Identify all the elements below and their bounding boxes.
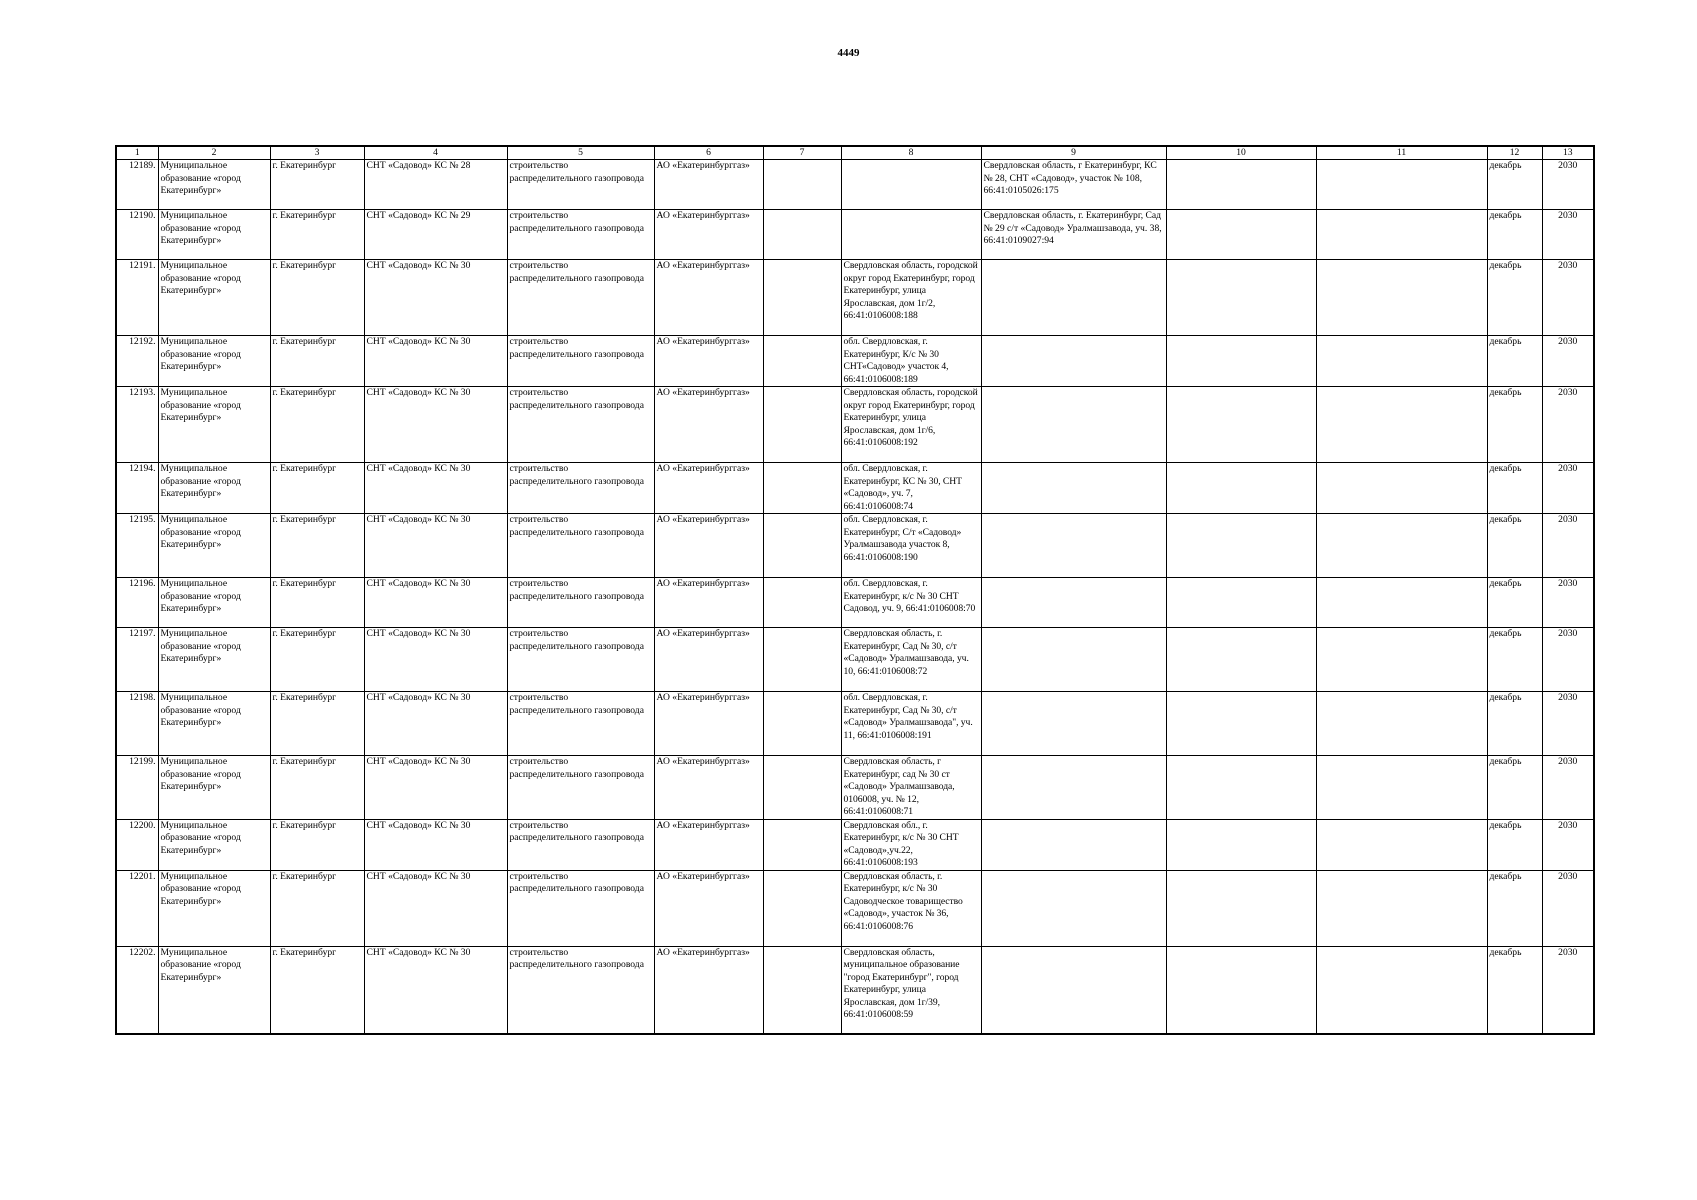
cell-operator: АО «Екатеринбурггаз» <box>654 946 763 1034</box>
cell-address-land-plot: Свердловская область, городской округ город Екатеринбург, город Екатеринбург, улица Ярославская, дом 1г/6, 66:41:0106008:192 <box>841 387 981 463</box>
cell-operator: АО «Екатеринбурггаз» <box>654 336 763 387</box>
cell-col-11 <box>1316 387 1487 463</box>
cell-col-10 <box>1166 870 1316 946</box>
cell-row-number: 12192. <box>116 336 158 387</box>
registry-table <box>115 145 1595 1035</box>
cell-year: 2030 <box>1542 387 1594 463</box>
cell-work-type: строительство распределительного газопровода <box>507 160 654 210</box>
column-header: 10 <box>1166 146 1316 160</box>
cell-operator: АО «Екатеринбурггаз» <box>654 628 763 692</box>
cell-col-10 <box>1166 692 1316 756</box>
cell-month: декабрь <box>1487 819 1542 870</box>
cell-year: 2030 <box>1542 514 1594 578</box>
cell-work-type: строительство распределительного газопровода <box>507 336 654 387</box>
cell-address-land-plot: обл. Свердловская, г. Екатеринбург, к/с № 30 СНТ Садовод, уч. 9, 66:41:0106008:70 <box>841 578 981 628</box>
cell-year: 2030 <box>1542 692 1594 756</box>
cell-work-type: строительство распределительного газопровода <box>507 628 654 692</box>
cell-row-number: 12189. <box>116 160 158 210</box>
cell-col-10 <box>1166 946 1316 1034</box>
cell-municipality: Муниципальное образование «город Екатеринбург» <box>158 819 270 870</box>
cell-address-land-plot: Свердловская область, г. Екатеринбург, Сад № 30, с/т «Садовод» Уралмашзавода, уч. 10, 66:41:0106008:72 <box>841 628 981 692</box>
cell-work-type: строительство распределительного газопровода <box>507 756 654 820</box>
cell-col-10 <box>1166 463 1316 514</box>
cell-municipality: Муниципальное образование «город Екатеринбург» <box>158 870 270 946</box>
cell-settlement: г. Екатеринбург <box>270 692 364 756</box>
cell-address-land-plot: Свердловская область, г. Екатеринбург, к/с № 30 Садоводческое товарищество «Садовод», участок № 36, 66:41:0106008:76 <box>841 870 981 946</box>
cell-settlement: г. Екатеринбург <box>270 756 364 820</box>
cell-address-cadastral <box>981 336 1166 387</box>
cell-month: декабрь <box>1487 514 1542 578</box>
column-header: 5 <box>507 146 654 160</box>
cell-settlement: г. Екатеринбург <box>270 819 364 870</box>
cell-settlement: г. Екатеринбург <box>270 160 364 210</box>
cell-object-name: СНТ «Садовод» КС № 30 <box>364 628 507 692</box>
cell-work-type: строительство распределительного газопровода <box>507 387 654 463</box>
cell-municipality: Муниципальное образование «город Екатеринбург» <box>158 628 270 692</box>
cell-month: декабрь <box>1487 756 1542 820</box>
cell-row-number: 12191. <box>116 260 158 336</box>
cell-address-cadastral <box>981 946 1166 1034</box>
cell-year: 2030 <box>1542 260 1594 336</box>
table-row <box>116 336 1594 387</box>
cell-col-10 <box>1166 756 1316 820</box>
cell-object-name: СНТ «Садовод» КС № 30 <box>364 260 507 336</box>
table-row <box>116 819 1594 870</box>
cell-municipality: Муниципальное образование «город Екатеринбург» <box>158 692 270 756</box>
column-header: 13 <box>1542 146 1594 160</box>
table-row <box>116 870 1594 946</box>
cell-month: декабрь <box>1487 946 1542 1034</box>
cell-work-type: строительство распределительного газопровода <box>507 463 654 514</box>
cell-work-type: строительство распределительного газопровода <box>507 819 654 870</box>
cell-work-type: строительство распределительного газопровода <box>507 210 654 260</box>
header-row <box>116 146 1594 160</box>
cell-year: 2030 <box>1542 463 1594 514</box>
cell-year: 2030 <box>1542 210 1594 260</box>
cell-address-cadastral: Свердловская область, г. Екатеринбург, Сад № 29 с/т «Садовод» Уралмашзавода, уч. 38, 66:41:0109027:94 <box>981 210 1166 260</box>
cell-settlement: г. Екатеринбург <box>270 628 364 692</box>
cell-col-11 <box>1316 946 1487 1034</box>
cell-object-name: СНТ «Садовод» КС № 30 <box>364 946 507 1034</box>
cell-address-land-plot: обл. Свердловская, г. Екатеринбург, Сад № 30, с/т «Садовод» Уралмашзавода", уч. 11, 66:41:0106008:191 <box>841 692 981 756</box>
column-header: 4 <box>364 146 507 160</box>
cell-object-name: СНТ «Садовод» КС № 29 <box>364 210 507 260</box>
table-row <box>116 160 1594 210</box>
cell-col-7 <box>763 819 841 870</box>
page-number: 4449 <box>837 47 860 59</box>
cell-col-11 <box>1316 819 1487 870</box>
cell-year: 2030 <box>1542 756 1594 820</box>
column-header: 7 <box>763 146 841 160</box>
table-row <box>116 387 1594 463</box>
table-row <box>116 946 1594 1034</box>
cell-municipality: Муниципальное образование «город Екатеринбург» <box>158 946 270 1034</box>
cell-month: декабрь <box>1487 210 1542 260</box>
cell-col-10 <box>1166 387 1316 463</box>
cell-address-land-plot: обл. Свердловская, г. Екатеринбург, С/т «Садовод» Уралмашзавода участок 8, 66:41:0106008:190 <box>841 514 981 578</box>
cell-operator: АО «Екатеринбурггаз» <box>654 387 763 463</box>
cell-year: 2030 <box>1542 336 1594 387</box>
cell-col-11 <box>1316 578 1487 628</box>
cell-address-land-plot: Свердловская обл., г. Екатеринбург, к/с № 30 СНТ «Садовод»,уч.22, 66:41:0106008:193 <box>841 819 981 870</box>
cell-row-number: 12201. <box>116 870 158 946</box>
cell-address-cadastral <box>981 387 1166 463</box>
cell-settlement: г. Екатеринбург <box>270 946 364 1034</box>
cell-year: 2030 <box>1542 578 1594 628</box>
cell-col-10 <box>1166 819 1316 870</box>
cell-municipality: Муниципальное образование «город Екатеринбург» <box>158 336 270 387</box>
cell-month: декабрь <box>1487 336 1542 387</box>
cell-month: декабрь <box>1487 628 1542 692</box>
column-header: 3 <box>270 146 364 160</box>
cell-address-cadastral: Свердловская область, г Екатеринбург, КС № 28, СНТ «Садовод», участок № 108, 66:41:0105026:175 <box>981 160 1166 210</box>
table-row <box>116 463 1594 514</box>
cell-work-type: строительство распределительного газопровода <box>507 946 654 1034</box>
cell-municipality: Муниципальное образование «город Екатеринбург» <box>158 160 270 210</box>
cell-address-land-plot: обл. Свердловская, г. Екатеринбург, КС № 30, СНТ «Садовод», уч. 7, 66:41:0106008:74 <box>841 463 981 514</box>
cell-object-name: СНТ «Садовод» КС № 30 <box>364 463 507 514</box>
cell-col-7 <box>763 946 841 1034</box>
cell-operator: АО «Екатеринбурггаз» <box>654 210 763 260</box>
cell-municipality: Муниципальное образование «город Екатеринбург» <box>158 514 270 578</box>
column-header: 6 <box>654 146 763 160</box>
cell-col-11 <box>1316 628 1487 692</box>
cell-col-7 <box>763 336 841 387</box>
cell-settlement: г. Екатеринбург <box>270 870 364 946</box>
table-row <box>116 210 1594 260</box>
cell-col-7 <box>763 692 841 756</box>
cell-object-name: СНТ «Садовод» КС № 30 <box>364 756 507 820</box>
cell-month: декабрь <box>1487 260 1542 336</box>
table-row <box>116 756 1594 820</box>
cell-work-type: строительство распределительного газопровода <box>507 692 654 756</box>
cell-row-number: 12196. <box>116 578 158 628</box>
cell-col-7 <box>763 160 841 210</box>
cell-object-name: СНТ «Садовод» КС № 30 <box>364 692 507 756</box>
cell-col-11 <box>1316 870 1487 946</box>
cell-col-7 <box>763 870 841 946</box>
table-row <box>116 260 1594 336</box>
cell-row-number: 12198. <box>116 692 158 756</box>
cell-year: 2030 <box>1542 819 1594 870</box>
cell-row-number: 12200. <box>116 819 158 870</box>
cell-col-10 <box>1166 514 1316 578</box>
cell-col-10 <box>1166 160 1316 210</box>
cell-month: декабрь <box>1487 463 1542 514</box>
column-header: 12 <box>1487 146 1542 160</box>
cell-col-11 <box>1316 336 1487 387</box>
cell-settlement: г. Екатеринбург <box>270 514 364 578</box>
column-header: 1 <box>116 146 158 160</box>
cell-work-type: строительство распределительного газопровода <box>507 870 654 946</box>
cell-col-11 <box>1316 210 1487 260</box>
cell-col-11 <box>1316 514 1487 578</box>
cell-object-name: СНТ «Садовод» КС № 30 <box>364 387 507 463</box>
cell-address-cadastral <box>981 756 1166 820</box>
cell-col-7 <box>763 210 841 260</box>
cell-year: 2030 <box>1542 160 1594 210</box>
cell-work-type: строительство распределительного газопровода <box>507 514 654 578</box>
cell-col-7 <box>763 578 841 628</box>
cell-municipality: Муниципальное образование «город Екатеринбург» <box>158 387 270 463</box>
cell-settlement: г. Екатеринбург <box>270 260 364 336</box>
cell-month: декабрь <box>1487 387 1542 463</box>
cell-month: декабрь <box>1487 578 1542 628</box>
cell-operator: АО «Екатеринбурггаз» <box>654 578 763 628</box>
cell-address-cadastral <box>981 260 1166 336</box>
table-row <box>116 692 1594 756</box>
cell-month: декабрь <box>1487 692 1542 756</box>
cell-object-name: СНТ «Садовод» КС № 30 <box>364 514 507 578</box>
cell-settlement: г. Екатеринбург <box>270 463 364 514</box>
cell-object-name: СНТ «Садовод» КС № 30 <box>364 336 507 387</box>
cell-work-type: строительство распределительного газопровода <box>507 260 654 336</box>
cell-municipality: Муниципальное образование «город Екатеринбург» <box>158 463 270 514</box>
cell-col-7 <box>763 756 841 820</box>
cell-operator: АО «Екатеринбурггаз» <box>654 514 763 578</box>
cell-settlement: г. Екатеринбург <box>270 387 364 463</box>
column-header: 11 <box>1316 146 1487 160</box>
cell-col-7 <box>763 260 841 336</box>
cell-col-11 <box>1316 260 1487 336</box>
cell-municipality: Муниципальное образование «город Екатеринбург» <box>158 210 270 260</box>
cell-row-number: 12197. <box>116 628 158 692</box>
cell-address-land-plot <box>841 210 981 260</box>
cell-address-cadastral <box>981 870 1166 946</box>
table-body <box>116 160 1594 1035</box>
cell-address-cadastral <box>981 578 1166 628</box>
cell-object-name: СНТ «Садовод» КС № 30 <box>364 870 507 946</box>
cell-col-7 <box>763 463 841 514</box>
cell-col-7 <box>763 514 841 578</box>
table-row <box>116 578 1594 628</box>
cell-operator: АО «Екатеринбурггаз» <box>654 756 763 820</box>
cell-col-10 <box>1166 260 1316 336</box>
cell-work-type: строительство распределительного газопровода <box>507 578 654 628</box>
cell-address-cadastral <box>981 463 1166 514</box>
cell-object-name: СНТ «Садовод» КС № 28 <box>364 160 507 210</box>
cell-address-cadastral <box>981 819 1166 870</box>
cell-row-number: 12199. <box>116 756 158 820</box>
cell-municipality: Муниципальное образование «город Екатеринбург» <box>158 578 270 628</box>
cell-address-cadastral <box>981 628 1166 692</box>
cell-row-number: 12195. <box>116 514 158 578</box>
cell-address-cadastral <box>981 514 1166 578</box>
cell-row-number: 12190. <box>116 210 158 260</box>
cell-address-land-plot: обл. Свердловская, г. Екатеринбург, К/с № 30 СНТ«Садовод» участок 4, 66:41:0106008:189 <box>841 336 981 387</box>
cell-row-number: 12194. <box>116 463 158 514</box>
cell-col-7 <box>763 628 841 692</box>
cell-address-land-plot: Свердловская область, муниципальное образование "город Екатеринбург", город Екатеринбург, улица Ярославская, дом 1г/39, 66:41:0106008:59 <box>841 946 981 1034</box>
cell-settlement: г. Екатеринбург <box>270 578 364 628</box>
cell-municipality: Муниципальное образование «город Екатеринбург» <box>158 260 270 336</box>
cell-operator: АО «Екатеринбурггаз» <box>654 260 763 336</box>
cell-row-number: 12202. <box>116 946 158 1034</box>
cell-month: декабрь <box>1487 160 1542 210</box>
cell-year: 2030 <box>1542 946 1594 1034</box>
cell-operator: АО «Екатеринбурггаз» <box>654 870 763 946</box>
cell-operator: АО «Екатеринбурггаз» <box>654 692 763 756</box>
table-row <box>116 514 1594 578</box>
cell-settlement: г. Екатеринбург <box>270 210 364 260</box>
cell-col-10 <box>1166 210 1316 260</box>
cell-object-name: СНТ «Садовод» КС № 30 <box>364 819 507 870</box>
column-header: 9 <box>981 146 1166 160</box>
cell-col-11 <box>1316 160 1487 210</box>
cell-settlement: г. Екатеринбург <box>270 336 364 387</box>
column-header: 2 <box>158 146 270 160</box>
cell-col-11 <box>1316 463 1487 514</box>
cell-address-land-plot: Свердловская область, г Екатеринбург, сад № 30 ст «Садовод» Уралмашзавода, 0106008, уч. № 12, 66:41:0106008:71 <box>841 756 981 820</box>
table-row <box>116 628 1594 692</box>
cell-object-name: СНТ «Садовод» КС № 30 <box>364 578 507 628</box>
cell-municipality: Муниципальное образование «город Екатеринбург» <box>158 756 270 820</box>
cell-address-land-plot <box>841 160 981 210</box>
column-header: 8 <box>841 146 981 160</box>
cell-col-11 <box>1316 756 1487 820</box>
cell-row-number: 12193. <box>116 387 158 463</box>
cell-operator: АО «Екатеринбурггаз» <box>654 160 763 210</box>
cell-col-11 <box>1316 692 1487 756</box>
cell-operator: АО «Екатеринбурггаз» <box>654 819 763 870</box>
cell-col-10 <box>1166 578 1316 628</box>
cell-operator: АО «Екатеринбурггаз» <box>654 463 763 514</box>
cell-year: 2030 <box>1542 628 1594 692</box>
cell-col-10 <box>1166 336 1316 387</box>
cell-col-10 <box>1166 628 1316 692</box>
cell-address-cadastral <box>981 692 1166 756</box>
cell-address-land-plot: Свердловская область, городской округ город Екатеринбург, город Екатеринбург, улица Ярославская, дом 1г/2, 66:41:0106008:188 <box>841 260 981 336</box>
cell-col-7 <box>763 387 841 463</box>
cell-year: 2030 <box>1542 870 1594 946</box>
cell-month: декабрь <box>1487 870 1542 946</box>
